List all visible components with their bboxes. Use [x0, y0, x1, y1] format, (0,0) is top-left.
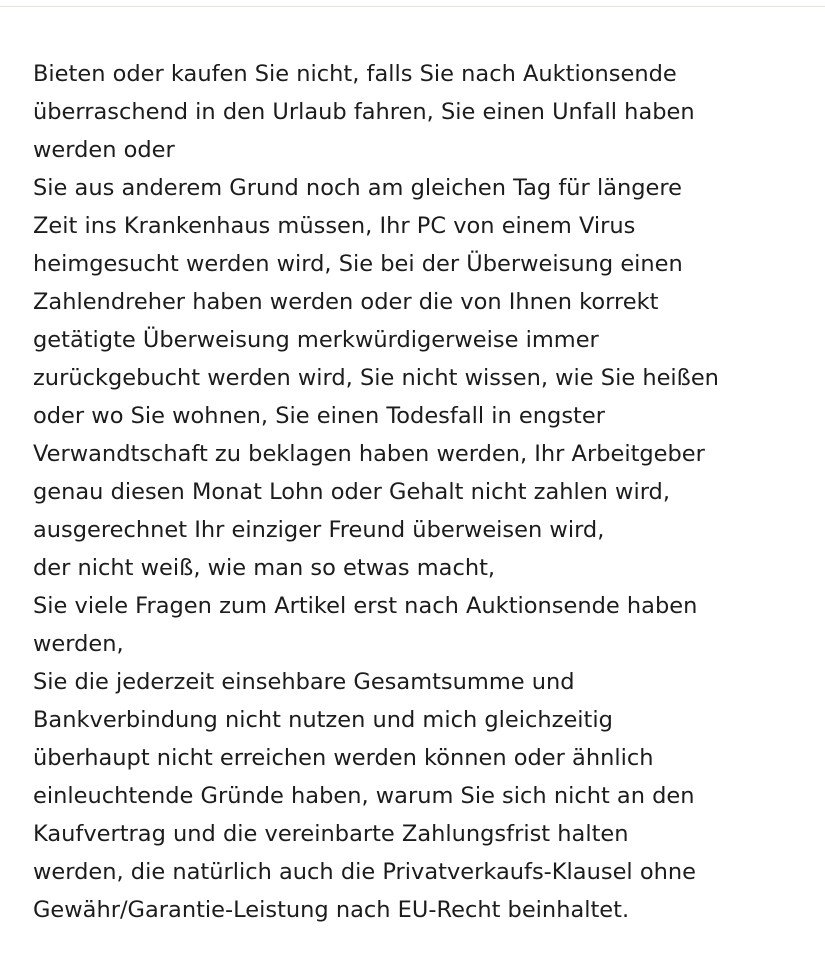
description-line: überraschend in den Urlaub fahren, Sie einen Unfall haben — [33, 99, 695, 125]
description-line: heimgesucht werden wird, Sie bei der Überweisung einen — [33, 251, 683, 277]
description-line: Verwandtschaft zu beklagen haben werden, Ihr Arbeitgeber — [33, 441, 705, 467]
description-line: oder wo Sie wohnen, Sie einen Todesfall in engster — [33, 403, 605, 429]
description-line: Sie viele Fragen zum Artikel erst nach Auktionsende haben — [33, 593, 698, 619]
description-line: Zeit ins Krankenhaus müssen, Ihr PC von einem Virus — [33, 213, 636, 239]
description-line: werden, die natürlich auch die Privatverkaufs-Klausel ohne — [33, 859, 696, 885]
description-line: Sie die jederzeit einsehbare Gesamtsumme und — [33, 669, 575, 695]
description-line: einleuchtende Gründe haben, warum Sie sich nicht an den — [33, 783, 695, 809]
description-line: genau diesen Monat Lohn oder Gehalt nicht zahlen wird, — [33, 479, 670, 505]
top-divider — [0, 6, 825, 7]
description-line: Zahlendreher haben werden oder die von Ihnen korrekt — [33, 289, 659, 315]
description-line: ausgerechnet Ihr einziger Freund überweisen wird, — [33, 517, 605, 543]
description-line: Bankverbindung nicht nutzen und mich gleichzeitig — [33, 707, 613, 733]
description-line: getätigte Überweisung merkwürdigerweise immer — [33, 327, 599, 353]
description-line: werden, — [33, 631, 124, 657]
description-line: überhaupt nicht erreichen werden können oder ähnlich — [33, 745, 654, 771]
description-line: Gewähr/Garantie-Leistung nach EU-Recht beinhaltet. — [33, 897, 630, 923]
description-line: Sie aus anderem Grund noch am gleichen Tag für längere — [33, 175, 682, 201]
description-line: der nicht weiß, wie man so etwas macht, — [33, 555, 496, 581]
description-line: zurückgebucht werden wird, Sie nicht wissen, wie Sie heißen — [33, 365, 719, 391]
description-line: Kaufvertrag und die vereinbarte Zahlungsfrist halten — [33, 821, 629, 847]
item-description — [33, 55, 803, 929]
description-line: werden oder — [33, 137, 175, 163]
description-line: Bieten oder kaufen Sie nicht, falls Sie nach Auktionsende — [33, 61, 677, 87]
